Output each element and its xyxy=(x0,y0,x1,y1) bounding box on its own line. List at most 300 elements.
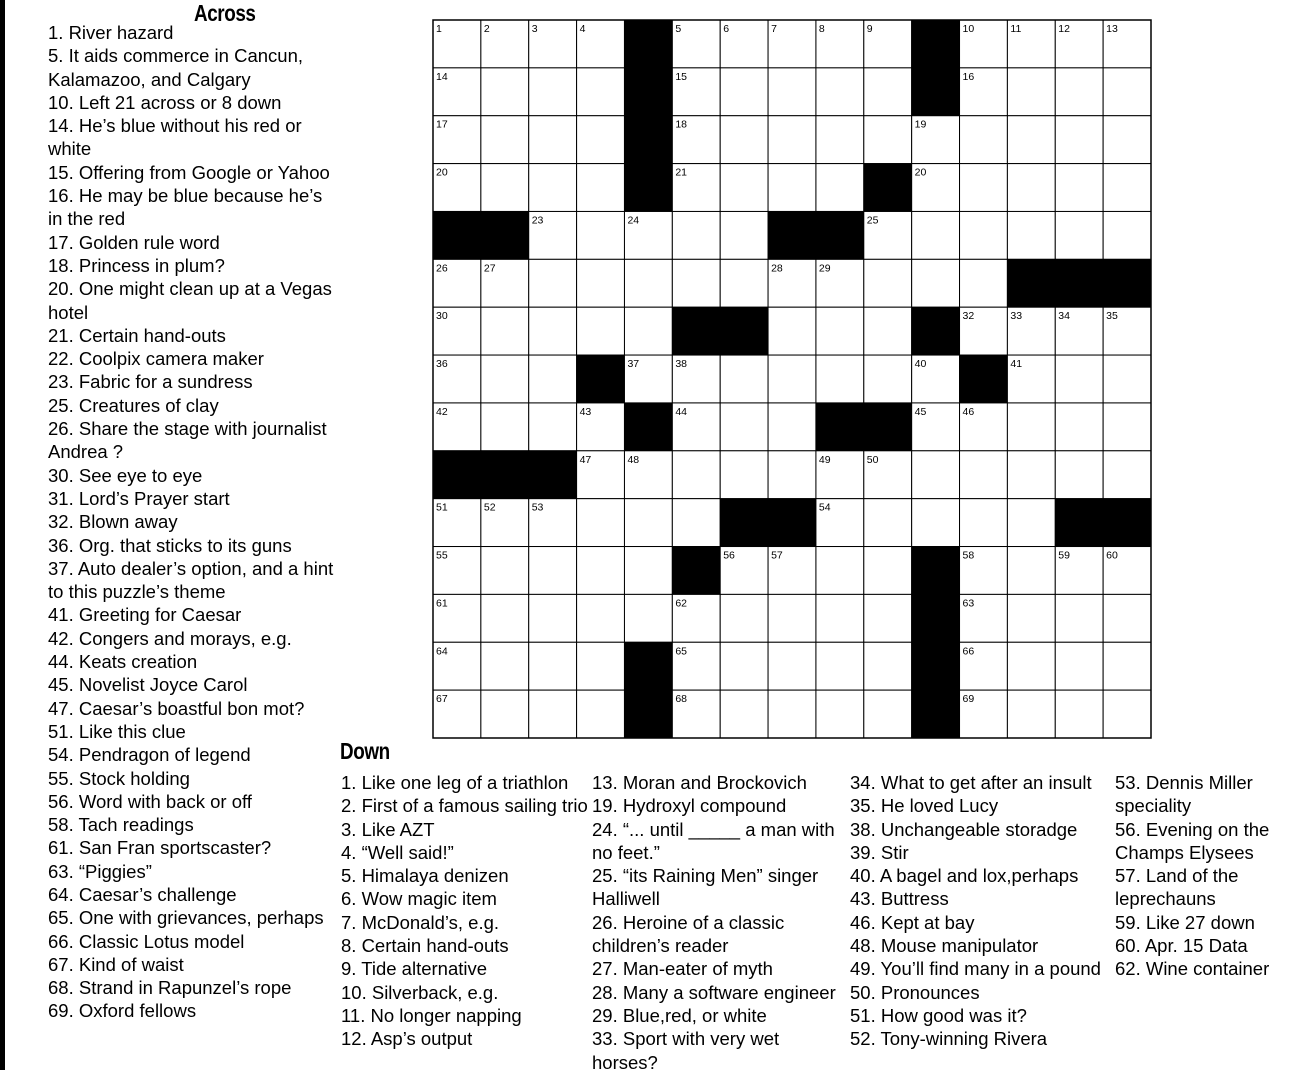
grid-cell[interactable] xyxy=(912,211,960,259)
grid-cell[interactable] xyxy=(864,307,912,355)
across-clue: 37. Auto dealer’s option, and a hint to this puzzle’s theme xyxy=(48,557,334,603)
down-clue: 28. Many a software engineer xyxy=(592,981,836,1003)
cell-number: 50 xyxy=(866,453,879,466)
grid-block xyxy=(624,690,672,738)
grid-cell[interactable] xyxy=(720,164,768,212)
grid-block xyxy=(577,355,625,403)
grid-cell[interactable] xyxy=(768,68,816,116)
grid-cell[interactable] xyxy=(577,307,625,355)
grid-cell[interactable] xyxy=(624,594,672,642)
across-clue: 47. Caesar’s boastful bon mot? xyxy=(48,697,305,719)
grid-cell[interactable] xyxy=(1007,211,1055,259)
cell-number: 6 xyxy=(723,23,730,35)
cell-number: 30 xyxy=(436,310,448,323)
across-clue: 64. Caesar’s challenge xyxy=(48,883,237,905)
cell-number: 60 xyxy=(1106,549,1118,562)
grid-cell[interactable] xyxy=(529,690,577,738)
grid-cell[interactable] xyxy=(481,116,529,164)
grid-block xyxy=(1103,259,1151,307)
across-clue: 66. Classic Lotus model xyxy=(48,930,245,952)
across-clue: 1. River hazard xyxy=(48,22,174,43)
down-clue: 25. “its Raining Men” singer Halliwell xyxy=(592,865,819,910)
grid-cell[interactable] xyxy=(577,594,625,642)
cell-number: 13 xyxy=(1106,23,1118,35)
grid-cell[interactable] xyxy=(1055,642,1103,690)
down-clue: 12. Asp’s output xyxy=(341,1028,473,1050)
grid-cell[interactable] xyxy=(529,642,577,690)
grid-cell[interactable] xyxy=(912,499,960,547)
grid-cell[interactable] xyxy=(529,164,577,212)
grid-block xyxy=(1055,259,1103,307)
cell-number: 25 xyxy=(866,214,879,227)
cell-number: 11 xyxy=(1010,23,1022,35)
down-clue: 50. Pronounces xyxy=(850,981,980,1003)
grid-cell[interactable] xyxy=(960,164,1008,212)
grid-cell[interactable] xyxy=(1055,355,1103,403)
cell-number: 57 xyxy=(771,549,783,562)
across-clue: 14. He’s blue without his red or white xyxy=(48,115,302,160)
grid-cell[interactable] xyxy=(1103,451,1151,499)
grid-cell[interactable] xyxy=(720,642,768,690)
down-clue: 53. Dennis Miller speciality xyxy=(1115,772,1253,817)
cell-number: 23 xyxy=(531,214,544,227)
cell-number: 17 xyxy=(436,118,448,131)
across-clue: 21. Certain hand-outs xyxy=(48,324,226,346)
grid-cell[interactable] xyxy=(912,259,960,307)
grid-cell[interactable] xyxy=(720,355,768,403)
grid-cell[interactable] xyxy=(720,68,768,116)
cell-number: 29 xyxy=(818,262,831,275)
grid-block xyxy=(624,642,672,690)
grid-cell[interactable] xyxy=(1055,594,1103,642)
down-clue: 57. Land of the leprechauns xyxy=(1115,865,1239,910)
down-clue: 2. First of a famous sailing trio xyxy=(341,795,588,817)
grid-block xyxy=(960,355,1008,403)
across-clue: 41. Greeting for Caesar xyxy=(48,604,242,626)
grid-cell[interactable] xyxy=(1007,642,1055,690)
cell-number: 7 xyxy=(771,23,777,35)
cell-number: 46 xyxy=(962,405,975,418)
down-clue: 24. “... until _____ a man with no feet.” xyxy=(592,818,835,863)
grid-cell[interactable] xyxy=(529,259,577,307)
down-clue: 10. Silverback, e.g. xyxy=(341,981,499,1003)
grid-cell[interactable] xyxy=(960,211,1008,259)
cell-number: 41 xyxy=(1010,358,1023,371)
grid-block xyxy=(1055,499,1103,547)
grid-cell[interactable] xyxy=(816,164,864,212)
cell-number: 62 xyxy=(675,597,688,610)
cell-number: 58 xyxy=(962,549,975,562)
grid-cell[interactable] xyxy=(1007,690,1055,738)
grid-cell[interactable] xyxy=(577,259,625,307)
cell-number: 64 xyxy=(436,645,448,658)
grid-cell[interactable] xyxy=(1055,68,1103,116)
across-clue: 69. Oxford fellows xyxy=(48,1000,197,1022)
grid-cell[interactable] xyxy=(481,594,529,642)
grid-cell[interactable] xyxy=(624,307,672,355)
grid-cell[interactable] xyxy=(720,211,768,259)
cell-number: 38 xyxy=(675,358,688,371)
down-clue: 34. What to get after an insult xyxy=(850,772,1092,793)
down-clue: 7. McDonald’s, e.g. xyxy=(341,911,500,933)
down-clue: 13. Moran and Brockovich xyxy=(592,772,807,793)
cell-number: 49 xyxy=(818,453,831,466)
cell-number: 12 xyxy=(1058,23,1070,35)
down-clue-column-1 xyxy=(341,771,591,1051)
grid-cell[interactable] xyxy=(816,307,864,355)
grid-cell[interactable] xyxy=(1055,403,1103,451)
across-clue: 26. Share the stage with journalist Andrea ? xyxy=(48,418,327,463)
grid-cell[interactable] xyxy=(624,259,672,307)
down-clue: 9. Tide alternative xyxy=(341,958,488,980)
grid-block xyxy=(433,211,481,259)
grid-cell[interactable] xyxy=(720,594,768,642)
cell-number: 18 xyxy=(675,118,688,131)
down-clue: 38. Unchangeable storadge xyxy=(850,818,1078,840)
cell-number: 16 xyxy=(962,70,975,83)
grid-cell[interactable] xyxy=(481,690,529,738)
grid-cell[interactable] xyxy=(720,259,768,307)
down-clue: 48. Mouse manipulator xyxy=(850,935,1039,957)
grid-cell[interactable] xyxy=(720,451,768,499)
down-clue: 39. Stir xyxy=(850,841,909,863)
cell-number: 42 xyxy=(436,405,448,418)
grid-cell[interactable] xyxy=(577,690,625,738)
grid-cell[interactable] xyxy=(1007,451,1055,499)
down-clue: 56. Evening on the Champs Elysees xyxy=(1115,818,1270,863)
cell-number: 34 xyxy=(1058,310,1070,323)
down-clue: 5. Himalaya denizen xyxy=(341,865,509,887)
cell-number: 27 xyxy=(483,262,496,275)
grid-cell[interactable] xyxy=(864,259,912,307)
grid-cell[interactable] xyxy=(672,259,720,307)
grid-block xyxy=(624,68,672,116)
grid-block xyxy=(768,211,816,259)
cell-number: 66 xyxy=(962,645,975,658)
grid-cell[interactable] xyxy=(481,642,529,690)
cell-number: 56 xyxy=(723,549,735,562)
cell-number: 43 xyxy=(579,405,592,418)
across-clue: 36. Org. that sticks to its guns xyxy=(48,534,292,556)
grid-cell[interactable] xyxy=(960,116,1008,164)
grid-cell[interactable] xyxy=(1007,68,1055,116)
grid-cell[interactable] xyxy=(1055,690,1103,738)
grid-cell[interactable] xyxy=(960,259,1008,307)
grid-cell[interactable] xyxy=(481,403,529,451)
left-edge-bar xyxy=(0,0,5,1070)
grid-cell[interactable] xyxy=(816,594,864,642)
grid-block xyxy=(864,403,912,451)
grid-cell[interactable] xyxy=(577,211,625,259)
down-clue: 29. Blue,red, or white xyxy=(592,1004,767,1026)
grid-cell[interactable] xyxy=(816,116,864,164)
cell-number: 15 xyxy=(675,70,688,83)
grid-cell[interactable] xyxy=(529,116,577,164)
down-clue: 4. “Well said!” xyxy=(341,841,454,863)
across-clue: 25. Creatures of clay xyxy=(48,394,219,416)
cell-number: 28 xyxy=(771,262,783,275)
grid-cell[interactable] xyxy=(1055,451,1103,499)
cell-number: 45 xyxy=(914,405,927,418)
grid-cell[interactable] xyxy=(1103,403,1151,451)
grid-cell[interactable] xyxy=(768,116,816,164)
grid-cell[interactable] xyxy=(1103,211,1151,259)
across-clue: 17. Golden rule word xyxy=(48,231,220,253)
grid-cell[interactable] xyxy=(1055,164,1103,212)
across-clue: 42. Congers and morays, e.g. xyxy=(48,627,292,649)
down-clue: 43. Buttress xyxy=(850,888,949,910)
grid-cell[interactable] xyxy=(577,547,625,595)
down-clue: 52. Tony-winning Rivera xyxy=(850,1028,1048,1050)
across-clue: 51. Like this clue xyxy=(48,720,186,742)
grid-block xyxy=(816,211,864,259)
grid-cell[interactable] xyxy=(768,451,816,499)
grid-cell[interactable] xyxy=(1103,690,1151,738)
down-clue: 1. Like one leg of a triathlon xyxy=(341,772,569,793)
grid-block xyxy=(912,68,960,116)
cell-number: 52 xyxy=(483,501,496,514)
down-clue-column-3 xyxy=(850,771,1112,1051)
across-clue: 5. It aids commerce in Cancun, Kalamazoo, and Calgary xyxy=(48,45,303,90)
cell-number: 37 xyxy=(627,358,640,371)
across-clue: 67. Kind of waist xyxy=(48,953,184,975)
cell-number: 3 xyxy=(531,23,538,35)
grid-block xyxy=(912,642,960,690)
down-clue: 26. Heroine of a classic children’s reader xyxy=(592,911,785,957)
cell-number: 67 xyxy=(436,693,448,706)
down-clue: 3. Like AZT xyxy=(341,818,435,840)
grid-cell[interactable] xyxy=(864,690,912,738)
grid-cell[interactable] xyxy=(1103,642,1151,690)
across-clue: 10. Left 21 across or 8 down xyxy=(48,91,282,113)
grid-cell[interactable] xyxy=(720,403,768,451)
cell-number: 51 xyxy=(436,501,448,514)
grid-cell[interactable] xyxy=(1007,164,1055,212)
cell-number: 20 xyxy=(436,166,448,179)
grid-cell[interactable] xyxy=(1007,116,1055,164)
grid-cell[interactable] xyxy=(864,499,912,547)
grid-block xyxy=(720,499,768,547)
grid-cell[interactable] xyxy=(768,403,816,451)
down-clue: 6. Wow magic item xyxy=(341,888,497,910)
down-clue: 40. A bagel and lox,perhaps xyxy=(850,865,1079,887)
grid-cell[interactable] xyxy=(577,642,625,690)
grid-block xyxy=(672,547,720,595)
grid-block xyxy=(481,451,529,499)
grid-cell[interactable] xyxy=(960,451,1008,499)
down-clue: 19. Hydroxyl compound xyxy=(592,795,787,817)
grid-cell[interactable] xyxy=(1103,68,1151,116)
down-heading: Down xyxy=(340,738,390,764)
cell-number: 4 xyxy=(579,23,586,35)
grid-block xyxy=(624,20,672,68)
grid-cell[interactable] xyxy=(577,164,625,212)
grid-cell[interactable] xyxy=(529,403,577,451)
across-clue: 20. One might clean up at a Vegas hotel xyxy=(48,278,332,323)
grid-cell[interactable] xyxy=(529,594,577,642)
grid-cell[interactable] xyxy=(912,451,960,499)
cell-number: 65 xyxy=(675,645,688,658)
cell-number: 33 xyxy=(1010,310,1023,323)
grid-block xyxy=(912,594,960,642)
grid-block xyxy=(720,307,768,355)
down-clue: 49. You’ll find many in a pound xyxy=(850,958,1101,980)
grid-block xyxy=(624,116,672,164)
grid-cell[interactable] xyxy=(481,355,529,403)
across-clue: 16. He may be blue because he’s in the red xyxy=(48,185,323,230)
grid-block xyxy=(864,164,912,212)
down-clue-column-4 xyxy=(1115,771,1301,981)
across-clue: 61. San Fran sportscaster? xyxy=(48,837,272,859)
down-clue: 27. Man-eater of myth xyxy=(592,958,773,980)
cell-number: 59 xyxy=(1058,549,1070,562)
grid-cell[interactable] xyxy=(577,116,625,164)
cell-number: 10 xyxy=(962,23,975,35)
grid-cell[interactable] xyxy=(768,594,816,642)
grid-block xyxy=(816,403,864,451)
grid-cell[interactable] xyxy=(864,68,912,116)
grid-cell[interactable] xyxy=(672,499,720,547)
grid-cell[interactable] xyxy=(624,547,672,595)
across-clue: 56. Word with back or off xyxy=(48,790,252,812)
cell-number: 69 xyxy=(962,693,975,706)
grid-cell[interactable] xyxy=(529,355,577,403)
grid-cell[interactable] xyxy=(768,307,816,355)
grid-cell[interactable] xyxy=(960,499,1008,547)
across-clue: 58. Tach readings xyxy=(48,814,194,836)
cell-number: 35 xyxy=(1106,310,1118,323)
grid-cell[interactable] xyxy=(864,642,912,690)
across-clue: 32. Blown away xyxy=(48,511,178,533)
cell-number: 55 xyxy=(436,549,448,562)
grid-cell[interactable] xyxy=(768,642,816,690)
down-clue: 35. He loved Lucy xyxy=(850,795,999,817)
cell-number: 63 xyxy=(962,597,975,610)
grid-cell[interactable] xyxy=(672,211,720,259)
grid-block xyxy=(433,451,481,499)
across-clue: 65. One with grievances, perhaps xyxy=(48,907,324,929)
cell-number: 5 xyxy=(675,23,682,35)
across-clue: 68. Strand in Rapunzel’s rope xyxy=(48,977,292,999)
grid-cell[interactable] xyxy=(1103,355,1151,403)
cell-number: 14 xyxy=(436,70,448,83)
grid-cell[interactable] xyxy=(816,642,864,690)
grid-cell[interactable] xyxy=(1007,499,1055,547)
cell-number: 48 xyxy=(627,453,640,466)
grid-cell[interactable] xyxy=(529,307,577,355)
cell-number: 32 xyxy=(962,310,975,323)
grid-cell[interactable] xyxy=(481,164,529,212)
grid-cell[interactable] xyxy=(481,68,529,116)
grid-cell[interactable] xyxy=(529,547,577,595)
cell-number: 2 xyxy=(483,23,490,35)
cell-number: 26 xyxy=(436,262,448,275)
cell-number: 24 xyxy=(627,214,640,227)
cell-number: 54 xyxy=(818,501,831,514)
cell-number: 21 xyxy=(675,166,688,179)
grid-cell[interactable] xyxy=(1007,547,1055,595)
grid-cell[interactable] xyxy=(864,594,912,642)
grid-block xyxy=(912,690,960,738)
grid-cell[interactable] xyxy=(720,116,768,164)
grid-cell[interactable] xyxy=(1055,211,1103,259)
grid-cell[interactable] xyxy=(1103,116,1151,164)
grid-block xyxy=(1103,499,1151,547)
across-clue: 22. Coolpix camera maker xyxy=(48,348,264,370)
grid-block xyxy=(1007,259,1055,307)
down-clue: 59. Like 27 down xyxy=(1115,911,1255,933)
grid-block xyxy=(912,20,960,68)
cell-number: 36 xyxy=(436,358,448,371)
grid-cell[interactable] xyxy=(1055,116,1103,164)
grid-block xyxy=(768,499,816,547)
grid-cell[interactable] xyxy=(864,547,912,595)
down-clue: 62. Wine container xyxy=(1115,958,1270,980)
across-clue: 54. Pendragon of legend xyxy=(48,744,251,766)
grid-cell[interactable] xyxy=(864,116,912,164)
cell-number: 8 xyxy=(818,23,825,35)
grid-cell[interactable] xyxy=(672,451,720,499)
grid-block xyxy=(912,307,960,355)
across-clue: 55. Stock holding xyxy=(48,767,190,789)
grid-cell[interactable] xyxy=(1103,594,1151,642)
cell-number: 40 xyxy=(914,358,927,371)
grid-cell[interactable] xyxy=(864,355,912,403)
across-heading: Across xyxy=(194,0,256,26)
grid-cell[interactable] xyxy=(816,68,864,116)
cell-number: 9 xyxy=(866,23,873,35)
cell-number: 1 xyxy=(436,23,442,35)
cell-number: 20 xyxy=(914,166,927,179)
grid-block xyxy=(912,547,960,595)
grid-cell[interactable] xyxy=(816,355,864,403)
grid-cell[interactable] xyxy=(577,68,625,116)
cell-number: 53 xyxy=(531,501,544,514)
grid-cell[interactable] xyxy=(577,499,625,547)
down-clue: 8. Certain hand-outs xyxy=(341,935,509,957)
grid-cell[interactable] xyxy=(768,164,816,212)
grid-block xyxy=(529,451,577,499)
down-clue: 51. How good was it? xyxy=(850,1004,1027,1026)
grid-cell[interactable] xyxy=(768,355,816,403)
across-clue-list xyxy=(48,21,338,1023)
grid-cell[interactable] xyxy=(529,68,577,116)
across-clue: 63. “Piggies” xyxy=(48,860,152,882)
cell-number: 68 xyxy=(675,693,688,706)
grid-cell[interactable] xyxy=(816,690,864,738)
grid-block xyxy=(672,307,720,355)
grid-cell[interactable] xyxy=(1103,164,1151,212)
grid-cell[interactable] xyxy=(624,499,672,547)
across-clue: 31. Lord’s Prayer start xyxy=(48,487,230,509)
cell-number: 47 xyxy=(579,453,592,466)
grid-cell[interactable] xyxy=(768,690,816,738)
grid-cell[interactable] xyxy=(1007,594,1055,642)
grid-cell[interactable] xyxy=(481,307,529,355)
grid-cell[interactable] xyxy=(481,547,529,595)
grid-block xyxy=(624,403,672,451)
cell-number: 61 xyxy=(436,597,448,610)
crossword-grid[interactable] xyxy=(432,19,1152,739)
grid-cell[interactable] xyxy=(720,690,768,738)
across-clue: 15. Offering from Google or Yahoo xyxy=(48,161,330,183)
down-clue: 46. Kept at bay xyxy=(850,911,975,933)
grid-cell[interactable] xyxy=(1007,403,1055,451)
grid-block xyxy=(481,211,529,259)
grid-cell[interactable] xyxy=(816,547,864,595)
across-clue: 23. Fabric for a sundress xyxy=(48,371,253,393)
cell-number: 44 xyxy=(675,405,688,418)
